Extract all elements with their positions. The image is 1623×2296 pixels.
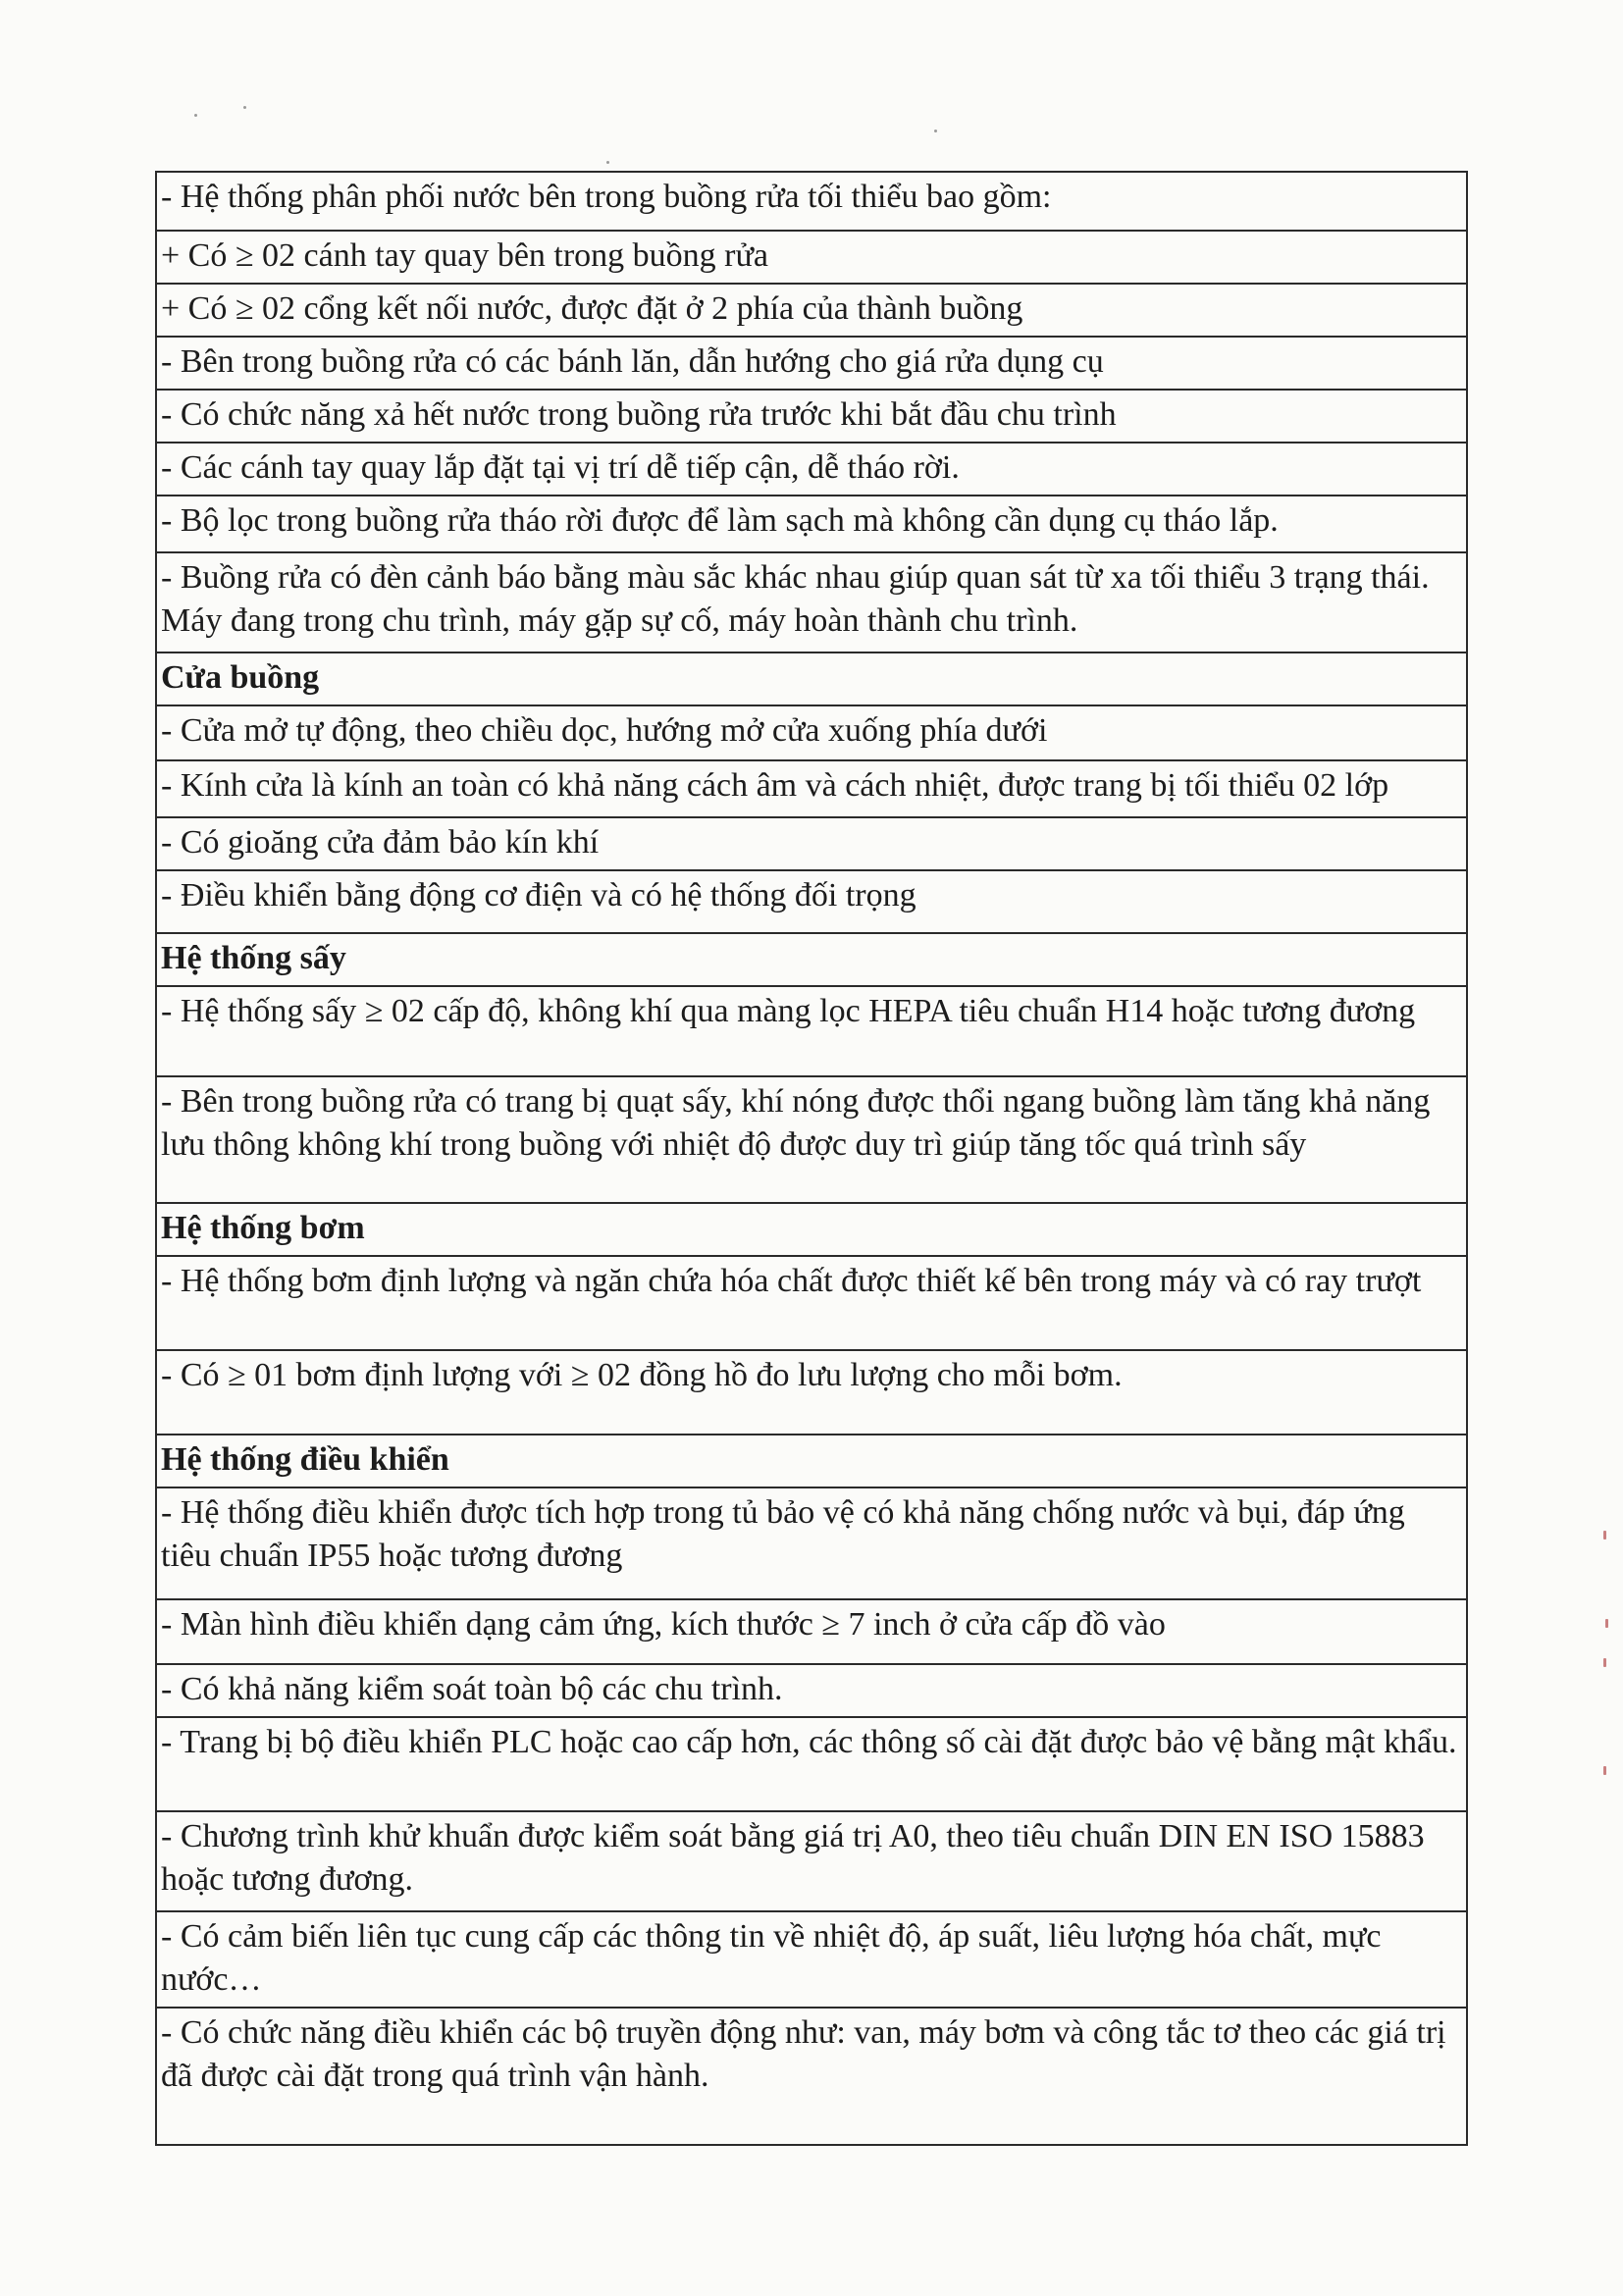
table-row (156, 284, 1467, 337)
table-cell: - Có khả năng kiểm soát toàn bộ các chu trình. (156, 1664, 1467, 1717)
table-row (156, 986, 1467, 1076)
table-row (156, 172, 1467, 231)
table-row (156, 1664, 1467, 1717)
table-cell: - Điều khiển bằng động cơ điện và có hệ thống đối trọng (156, 870, 1467, 933)
table-cell: - Có gioăng cửa đảm bảo kín khí (156, 817, 1467, 870)
scan-speck (1603, 1766, 1606, 1775)
table-row (156, 1256, 1467, 1350)
section-header-row (156, 933, 1467, 986)
table-cell: + Có ≥ 02 cổng kết nối nước, được đặt ở 2 phía của thành buồng (156, 284, 1467, 337)
scan-speck (1603, 1531, 1606, 1539)
table-row (156, 2008, 1467, 2145)
section-header-row (156, 652, 1467, 705)
table-cell: - Hệ thống phân phối nước bên trong buồng rửa tối thiểu bao gồm: (156, 172, 1467, 231)
scan-speck (606, 161, 609, 164)
table-cell: - Có chức năng xả hết nước trong buồng rửa trước khi bắt đầu chu trình (156, 390, 1467, 443)
table-cell: - Trang bị bộ điều khiển PLC hoặc cao cấp hơn, các thông số cài đặt được bảo vệ bằng mật khẩu. (156, 1717, 1467, 1811)
table-cell: - Hệ thống điều khiển được tích hợp trong tủ bảo vệ có khả năng chống nước và bụi, đáp ứng tiêu chuẩn IP55 hoặc tương đương (156, 1487, 1467, 1599)
scan-speck (1605, 1619, 1608, 1628)
table-cell: - Màn hình điều khiển dạng cảm ứng, kích thước ≥ 7 inch ở cửa cấp đồ vào (156, 1599, 1467, 1664)
section-heading: Hệ thống điều khiển (156, 1435, 1467, 1487)
table-row (156, 337, 1467, 390)
table-row (156, 390, 1467, 443)
table-cell: + Có ≥ 02 cánh tay quay bên trong buồng rửa (156, 231, 1467, 284)
table-cell: - Chương trình khử khuẩn được kiểm soát bằng giá trị A0, theo tiêu chuẩn DIN EN ISO 15883 hoặc tương đương. (156, 1811, 1467, 1911)
section-heading: Hệ thống bơm (156, 1203, 1467, 1256)
table-row (156, 552, 1467, 652)
table-cell: - Kính cửa là kính an toàn có khả năng cách âm và cách nhiệt, được trang bị tối thiểu 02 lớp (156, 760, 1467, 817)
table-row (156, 1717, 1467, 1811)
table-row (156, 817, 1467, 870)
table-row (156, 1487, 1467, 1599)
table-cell: - Buồng rửa có đèn cảnh báo bằng màu sắc khác nhau giúp quan sát từ xa tối thiểu 3 trạng thái. Máy đang trong chu trình, máy gặp sự cố, máy hoàn thành chu trình. (156, 552, 1467, 652)
table-cell: - Các cánh tay quay lắp đặt tại vị trí dễ tiếp cận, dễ tháo rời. (156, 443, 1467, 496)
table-cell: - Hệ thống bơm định lượng và ngăn chứa hóa chất được thiết kế bên trong máy và có ray trượt (156, 1256, 1467, 1350)
table-row (156, 231, 1467, 284)
section-heading: Hệ thống sấy (156, 933, 1467, 986)
table-row (156, 443, 1467, 496)
section-heading: Cửa buồng (156, 652, 1467, 705)
table-cell: - Bên trong buồng rửa có các bánh lăn, dẫn hướng cho giá rửa dụng cụ (156, 337, 1467, 390)
table-row (156, 1599, 1467, 1664)
scan-speck (194, 114, 197, 117)
scan-speck (1603, 1658, 1606, 1667)
table-cell: - Có ≥ 01 bơm định lượng với ≥ 02 đồng hồ đo lưu lượng cho mỗi bơm. (156, 1350, 1467, 1435)
table-row (156, 760, 1467, 817)
table-cell: - Có chức năng điều khiển các bộ truyền động như: van, máy bơm và công tắc tơ theo các giá trị đã được cài đặt trong quá trình vận hành. (156, 2008, 1467, 2145)
table-row (156, 705, 1467, 760)
table-row (156, 496, 1467, 552)
table-cell: - Hệ thống sấy ≥ 02 cấp độ, không khí qua màng lọc HEPA tiêu chuẩn H14 hoặc tương đương (156, 986, 1467, 1076)
scan-speck (934, 130, 937, 132)
table-row (156, 1811, 1467, 1911)
section-header-row (156, 1435, 1467, 1487)
table-row (156, 1911, 1467, 2008)
table-cell: - Có cảm biến liên tục cung cấp các thông tin về nhiệt độ, áp suất, liêu lượng hóa chất, mực nước… (156, 1911, 1467, 2008)
table-cell: - Bộ lọc trong buồng rửa tháo rời được để làm sạch mà không cần dụng cụ tháo lắp. (156, 496, 1467, 552)
table-cell: - Bên trong buồng rửa có trang bị quạt sấy, khí nóng được thổi ngang buồng làm tăng khả năng lưu thông không khí trong buồng với nhiệt độ được duy trì giúp tăng tốc quá trình sấy (156, 1076, 1467, 1203)
table-row (156, 1350, 1467, 1435)
table-cell: - Cửa mở tự động, theo chiều dọc, hướng mở cửa xuống phía dưới (156, 705, 1467, 760)
section-header-row (156, 1203, 1467, 1256)
spec-table-body (156, 172, 1467, 2145)
table-row (156, 1076, 1467, 1203)
scan-speck (243, 106, 246, 109)
spec-table (155, 171, 1468, 2146)
table-row (156, 870, 1467, 933)
